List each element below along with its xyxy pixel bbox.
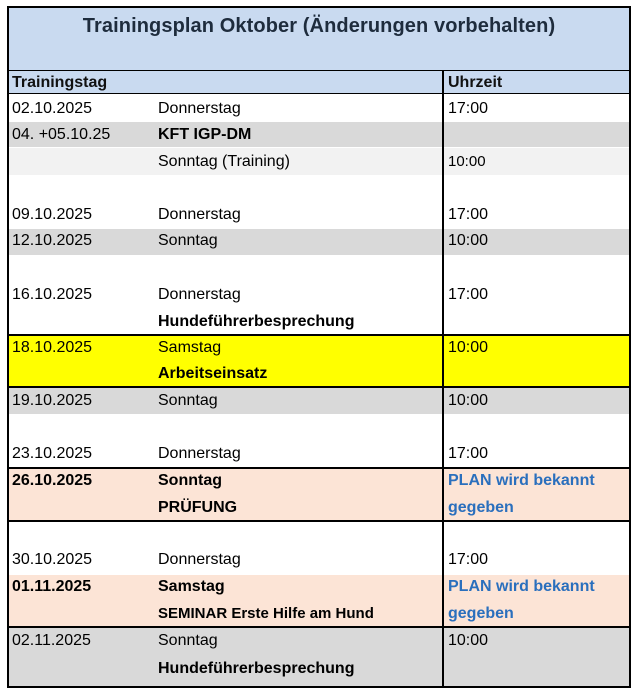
row-date: 01.11.2025 (12, 578, 92, 595)
row-time: 10:00 (448, 339, 489, 356)
column-header-day: Trainingstag (12, 74, 108, 91)
row-time: 17:00 (448, 206, 489, 223)
page-title: Trainingsplan Oktober (Änderungen vorbehalten) (82, 15, 556, 37)
row-time: 17:00 (448, 551, 489, 568)
row-time-line1: PLAN wird bekannt (448, 472, 595, 489)
row-time: 10:00 (448, 153, 486, 170)
row-day: Sonntag (158, 392, 218, 409)
row-day: Donnerstag (158, 206, 241, 223)
table-row (9, 628, 629, 688)
title-banner (9, 8, 629, 70)
table-row-seminar (9, 575, 629, 626)
table-row (9, 282, 629, 334)
table-row (9, 548, 629, 574)
row-note: Hundeführerbesprechung (158, 313, 355, 330)
table-row-exam (9, 469, 629, 520)
row-time: 10:00 (448, 632, 489, 649)
row-day: Sonntag (158, 632, 218, 649)
row-day: Donnerstag (158, 286, 241, 303)
row-divider (9, 520, 629, 522)
table-header (9, 70, 629, 94)
row-date: 04. +05.10.25 (12, 126, 111, 143)
row-date: 23.10.2025 (12, 445, 93, 462)
row-event: KFT IGP-DM (158, 126, 252, 143)
row-time: 10:00 (448, 232, 489, 249)
row-time: 17:00 (448, 445, 489, 462)
row-note: PRÜFUNG (158, 499, 238, 516)
column-divider (442, 70, 444, 688)
row-day: Sonntag (158, 472, 222, 489)
row-day: Donnerstag (158, 445, 241, 462)
table-row (9, 442, 629, 467)
row-time: 10:00 (448, 392, 489, 409)
row-date: 19.10.2025 (12, 392, 93, 409)
row-day: Donnerstag (158, 551, 241, 568)
table-row (9, 122, 629, 147)
row-time: 17:00 (448, 286, 489, 303)
row-day: Samstag (158, 578, 225, 595)
row-date: 16.10.2025 (12, 286, 93, 303)
row-time-line2: gegeben (448, 499, 514, 516)
row-time-line1: PLAN wird bekannt (448, 578, 595, 595)
table-row (9, 202, 629, 228)
row-note: SEMINAR Erste Hilfe am Hund (158, 605, 374, 622)
row-time: 17:00 (448, 100, 489, 117)
row-date: 12.10.2025 (12, 232, 93, 249)
column-header-time: Uhrzeit (448, 74, 503, 91)
row-date: 18.10.2025 (12, 339, 93, 356)
row-date: 30.10.2025 (12, 551, 93, 568)
row-time-line2: gegeben (448, 605, 514, 622)
row-day: Sonntag (158, 232, 218, 249)
row-day: Donnerstag (158, 100, 241, 117)
row-note: Arbeitseinsatz (158, 365, 268, 382)
table-row (9, 148, 629, 175)
row-day: Samstag (158, 339, 222, 356)
table-row-highlighted (9, 336, 629, 386)
row-date: 02.10.2025 (12, 100, 93, 117)
table-row (9, 96, 629, 122)
table-row (9, 229, 629, 255)
row-date: 26.10.2025 (12, 472, 93, 489)
row-note: Hundeführerbesprechung (158, 660, 355, 677)
row-day: Sonntag (Training) (158, 153, 290, 170)
training-plan-table (7, 6, 631, 688)
row-date: 09.10.2025 (12, 206, 93, 223)
table-row (9, 388, 629, 414)
row-date: 02.11.2025 (12, 632, 91, 649)
